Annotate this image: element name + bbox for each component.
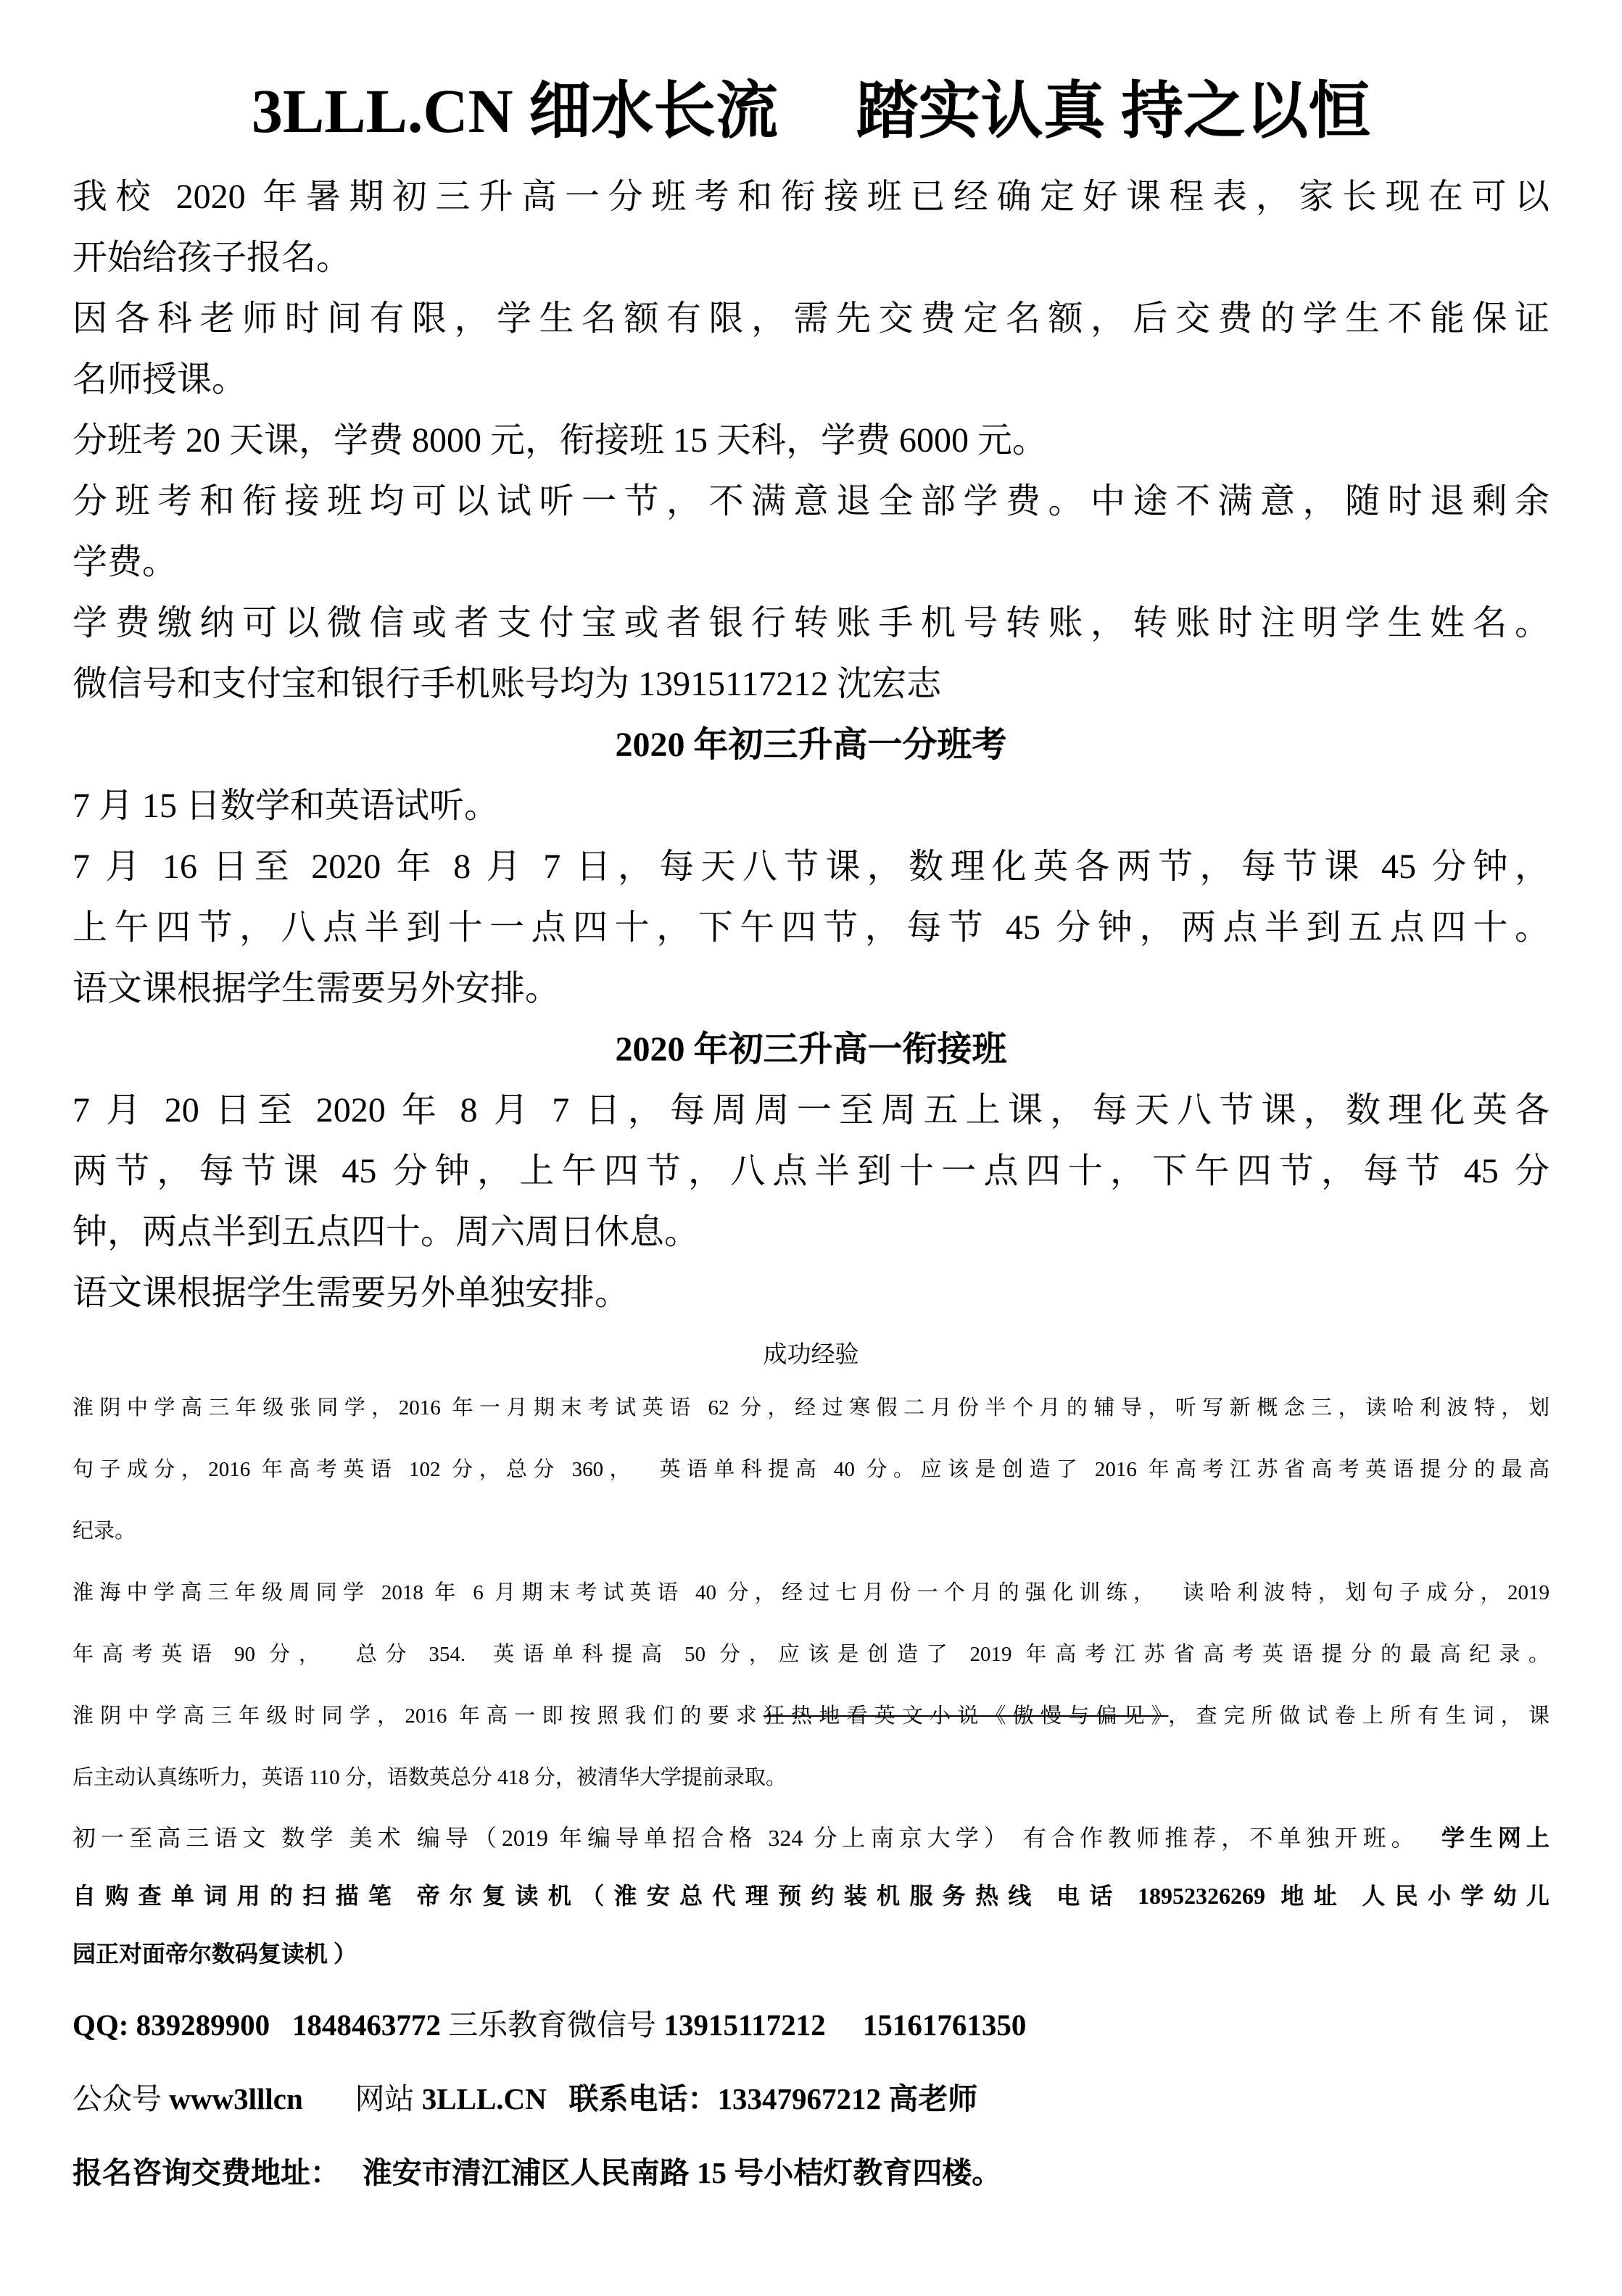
intro-line-4: 名师授课。 [73,360,247,399]
website-url: 3LLL.CN [421,2082,547,2115]
intro-line-2: 开始给孩子报名。 [73,239,352,277]
website-label: 网站 [302,2082,422,2115]
contact-address-line: 报名咨询交费地址： 淮安市清江浦区人民南路 15 号小桔灯教育四楼。 [73,2156,1002,2189]
intro-line-5: 分班考 20 天课，学费 8000 元，衔接班 15 天科，学费 6000 元。 [73,421,1048,460]
success-line-6 [73,1686,1549,1747]
intro-line-7: 学费。 [73,543,178,581]
doc-title: 3LLL.CN 细水长流 踏实认真 持之以恒 [251,76,1371,146]
success-line-2: 句子成分，2016 年高考英语 102 分，总分 360， 英语单科提高 40 分。应该是创造了 2016 年高考江苏省高考英语提分的最高 [73,1458,1549,1481]
contact-web-line [73,2067,1549,2131]
official-account-id: www3lllcn [169,2082,303,2115]
courses-line-2: 自购查单词用的扫描笔 帝尔复读机（淮安总代理预约装机服务热线 电话 18952326269 地址 人民小学幼儿 [73,1883,1549,1909]
contact-phone: 联系电话：13347967212 高老师 [546,2082,978,2115]
courses-line-1-normal: 初一至高三语文 数学 美术 编导（2019 年编导单招合格 324 分上南京大学） 有合作教师推荐，不单独开班。 [73,1825,1441,1851]
success-heading: 成功经验 [763,1342,859,1368]
success-line-1: 淮阴中学高三年级张同学，2016 年一月期末考试英语 62 分，经过寒假二月份半个月的辅导，听写新概念三，读哈利波特，划 [73,1396,1549,1420]
exam-line-2: 7 月 16 日至 2020 年 8 月 7 日，每天八节课，数理化英各两节，每节课 45 分钟， [73,847,1549,886]
success-line-3: 纪录。 [73,1520,136,1543]
courses-line-3: 园正对面帝尔数码复读机 ） [73,1941,357,1967]
success-line-4: 淮海中学高三年级周同学 2018 年 6 月期末考试英语 40 分，经过七月份一个月的强化训练， 读哈利波特，划句子成分，2019 [73,1581,1549,1604]
courses-line-1-bold: 学生网上 [1441,1825,1549,1851]
bridge-line-3: 钟，两点半到五点四十。周六周日休息。 [73,1213,700,1251]
qq-numbers: QQ: 839289900 1848463772 [73,2008,449,2042]
success-line-5: 年高考英语 90 分， 总分 354. 英语单科提高 50 分，应该是创造了 2019 年高考江苏省高考英语提分的最高纪录。 [73,1643,1549,1666]
wechat-label: 三乐教育微信号 [448,2008,664,2042]
bridge-line-2: 两节，每节课 45 分钟，上午四节，八点半到十一点四十，下午四节，每节 45 分 [73,1152,1549,1190]
strikethrough-text: 狂热地看英文小说《傲慢与偏见》 [763,1704,1169,1728]
contact-qq-line [73,1993,1549,2057]
success-line-7: 后主动认真练听力，英语 110 分，语数英总分 418 分，被清华大学提前录取。 [73,1766,787,1789]
success-line-6-pre: 淮阴中学高三年级时同学，2016 年高一即按照我们的要求 [73,1704,764,1728]
bridge-line-4: 语文课根据学生需要另外单独安排。 [73,1274,630,1312]
courses-line-1 [73,1809,1549,1867]
official-account-label: 公众号 [73,2082,170,2115]
bridge-line-1: 7 月 20 日至 2020 年 8 月 7 日，每周周一至周五上课，每天八节课，数理化英各 [73,1091,1549,1130]
success-line-6-post: ，查完所做试卷上所有生词，课 [1168,1704,1549,1728]
intro-line-9: 微信号和支付宝和银行手机账号均为 13915117212 沈宏志 [73,665,942,703]
exam-line-4: 语文课根据学生需要另外安排。 [73,969,560,1008]
exam-section-heading: 2020 年初三升高一分班考 [615,726,1007,764]
bridge-section-heading: 2020 年初三升高一衔接班 [615,1030,1007,1069]
exam-line-3: 上午四节，八点半到十一点四十，下午四节，每节 45 分钟，两点半到五点四十。 [73,908,1549,947]
intro-line-1: 我校 2020 年暑期初三升高一分班考和衔接班已经确定好课程表，家长现在可以 [73,178,1549,216]
intro-line-3: 因各科老师时间有限，学生名额有限，需先交费定名额，后交费的学生不能保证 [73,299,1549,338]
wechat-numbers: 13915117212 15161761350 [663,2008,1027,2042]
intro-line-6: 分班考和衔接班均可以试听一节，不满意退全部学费。中途不满意，随时退剩余 [73,482,1549,521]
intro-line-8: 学费缴纳可以微信或者支付宝或者银行转账手机号转账，转账时注明学生姓名。 [73,604,1549,642]
exam-line-1: 7 月 15 日数学和英语试听。 [73,787,500,825]
